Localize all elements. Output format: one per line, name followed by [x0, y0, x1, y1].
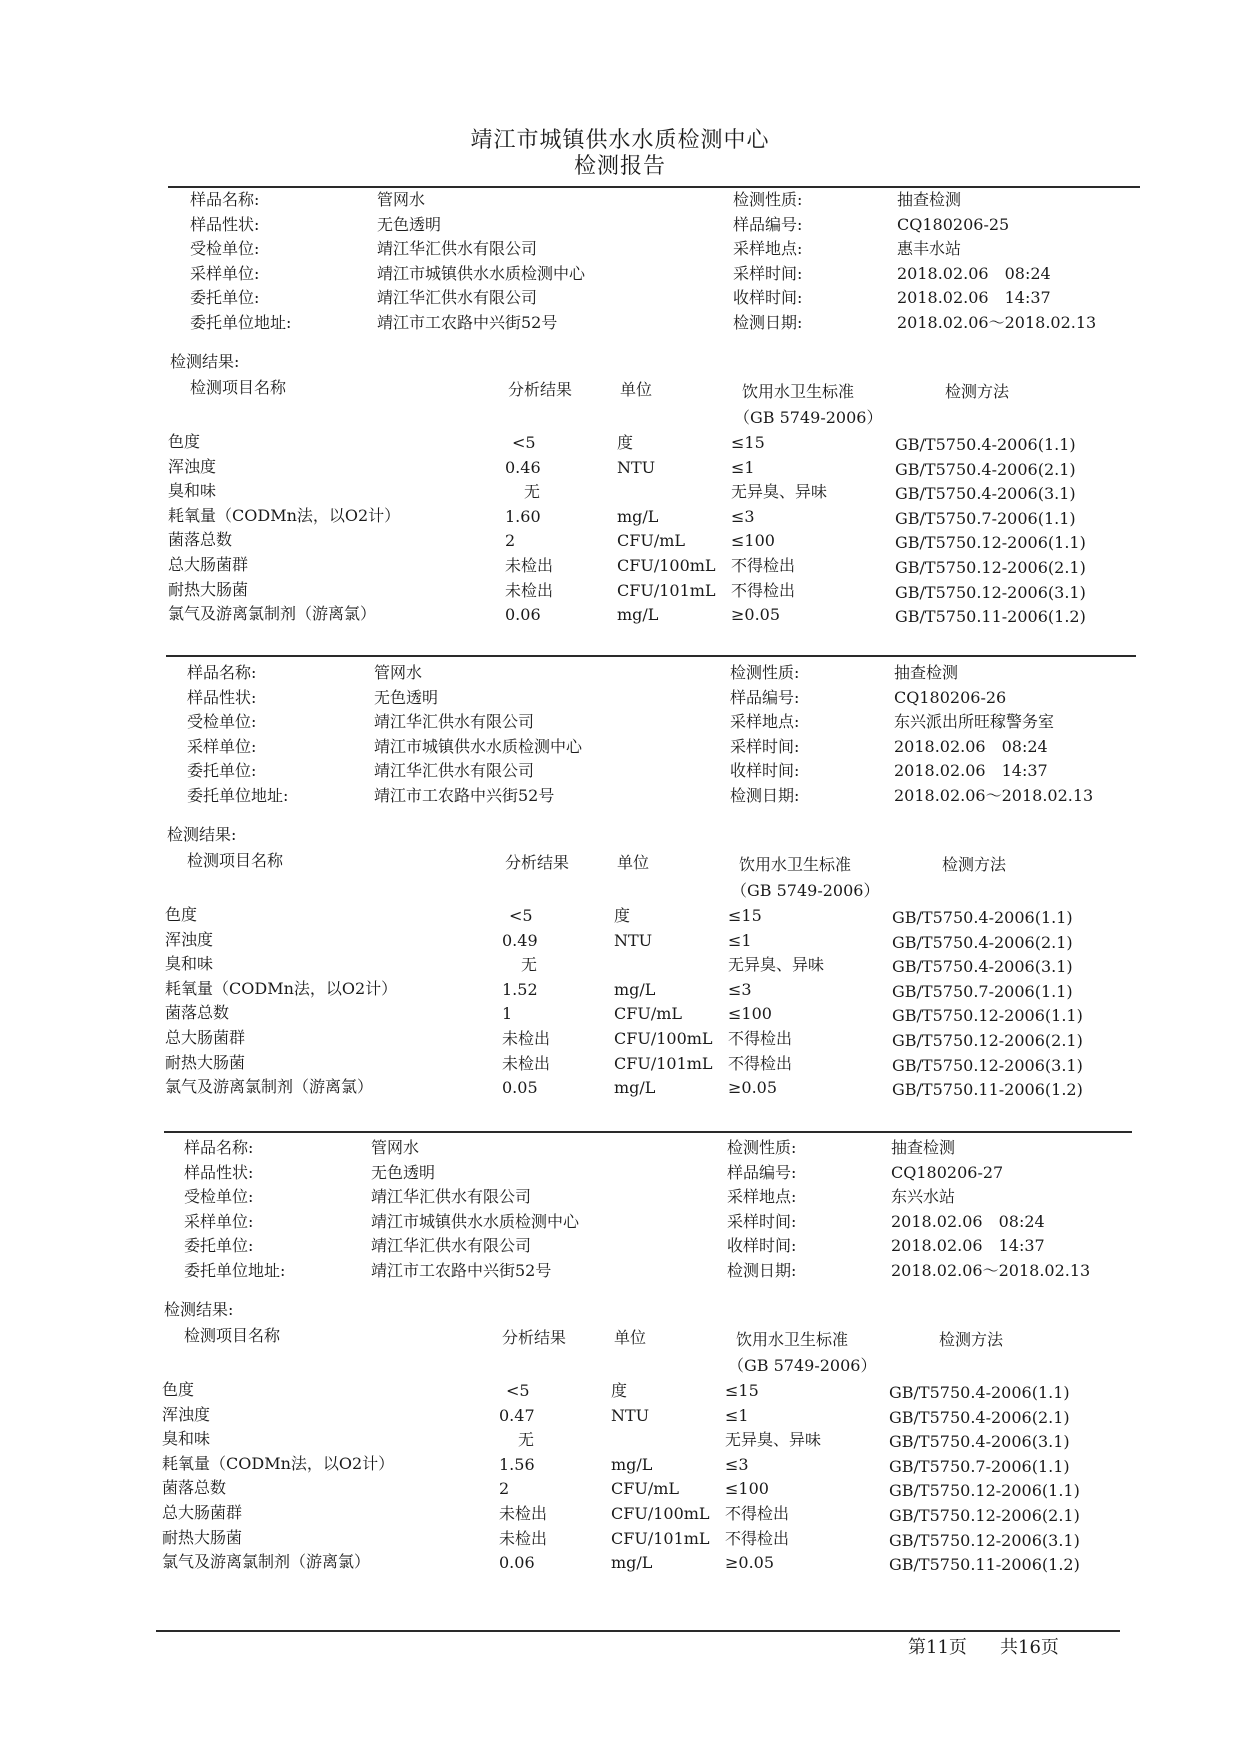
column-header-standard: 饮用水卫生标准 — [739, 855, 852, 874]
column-header-result: 分析结果 — [502, 1328, 567, 1347]
result-value: 未检出 — [505, 556, 554, 575]
client-unit-value: 靖江华汇供水有限公司 — [371, 1236, 532, 1256]
results-heading: 检测结果: — [167, 825, 237, 844]
result-standard: 不得检出 — [728, 1053, 793, 1073]
test-type-value: 抽查检测 — [891, 1138, 956, 1157]
total-pages: 共16页 — [1000, 1637, 1059, 1658]
column-header-method: 检测方法 — [945, 382, 1010, 401]
result-item-name: 耐热大肠菌 — [168, 579, 249, 599]
client-address-value: 靖江市工农路中兴街52号 — [377, 313, 558, 332]
result-item-name: 色度 — [165, 905, 198, 924]
receiving-time-value: 2018.02.06 14:37 — [897, 288, 1051, 308]
result-unit: CFU/100mL — [611, 1504, 710, 1523]
sample-name-value: 管网水 — [374, 663, 423, 682]
result-standard: ≤100 — [725, 1479, 769, 1499]
result-unit: CFU/mL — [614, 1004, 683, 1024]
column-header-result: 分析结果 — [505, 853, 570, 872]
result-standard: ≥0.05 — [728, 1078, 778, 1098]
result-method: GB/T5750.12-2006(3.1) — [895, 582, 1086, 602]
sampling-time-value: 2018.02.06 08:24 — [894, 736, 1048, 756]
result-item-name: 浑浊度 — [162, 1404, 211, 1424]
receiving-time-label: 收样时间: — [730, 761, 800, 781]
result-value: 未检出 — [502, 1053, 551, 1073]
result-value: 1.56 — [499, 1454, 535, 1474]
sample-nature-label: 样品性状: — [187, 687, 257, 707]
result-method: GB/T5750.12-2006(2.1) — [889, 1506, 1080, 1525]
column-header-standard-ref: （GB 5749-2006） — [734, 408, 883, 427]
result-method: GB/T5750.12-2006(1.1) — [889, 1481, 1080, 1501]
column-header-standard: 饮用水卫生标准 — [736, 1330, 849, 1349]
result-item-name: 耗氧量（CODMn法，以O2计） — [162, 1453, 395, 1473]
client-unit-label: 委托单位: — [187, 761, 257, 781]
result-item-name: 氯气及游离氯制剂（游离氯） — [162, 1552, 371, 1572]
result-item-name: 浑浊度 — [165, 929, 214, 949]
result-item-name: 氯气及游离氯制剂（游离氯） — [165, 1077, 374, 1097]
inspected-unit-value: 靖江华汇供水有限公司 — [377, 239, 538, 259]
result-value: 未检出 — [499, 1528, 548, 1548]
sample-name-value: 管网水 — [371, 1138, 420, 1157]
sample-nature-label: 样品性状: — [190, 214, 260, 234]
result-value: 2 — [499, 1479, 510, 1499]
column-header-item: 检测项目名称 — [190, 378, 287, 397]
sample-no-label: 样品编号: — [733, 214, 803, 234]
result-unit: 度 — [617, 433, 634, 452]
sample-no-label: 样品编号: — [727, 1162, 797, 1182]
result-standard: ≤15 — [725, 1381, 759, 1400]
result-value: 未检出 — [499, 1504, 548, 1523]
result-unit: CFU/mL — [611, 1479, 680, 1499]
report-subtitle: 检测报告 — [573, 154, 666, 179]
result-method: GB/T5750.12-2006(2.1) — [895, 558, 1086, 577]
sample-name-value: 管网水 — [377, 190, 426, 209]
sampling-unit-value: 靖江市城镇供水水质检测中心 — [377, 263, 586, 283]
receiving-time-value: 2018.02.06 14:37 — [891, 1236, 1045, 1256]
column-header-method: 检测方法 — [942, 855, 1007, 874]
result-item-name: 耐热大肠菌 — [165, 1052, 246, 1072]
result-standard: ≤15 — [731, 433, 765, 452]
result-unit: CFU/101mL — [617, 580, 716, 600]
inspected-unit-label: 受检单位: — [190, 239, 260, 259]
test-type-value: 抽查检测 — [894, 663, 959, 682]
result-item-name: 色度 — [168, 432, 201, 451]
result-method: GB/T5750.4-2006(2.1) — [889, 1407, 1070, 1427]
sampling-site-value: 东兴水站 — [891, 1187, 956, 1207]
sample-nature-value: 无色透明 — [374, 687, 439, 707]
result-standard: 无异臭、异味 — [728, 955, 825, 975]
column-header-unit: 单位 — [617, 853, 650, 872]
result-unit: mg/L — [617, 506, 659, 526]
test-date-label: 检测日期: — [730, 786, 800, 805]
sampling-unit-label: 采样单位: — [184, 1211, 254, 1231]
test-date-label: 检测日期: — [733, 313, 803, 332]
result-standard: ≤100 — [728, 1004, 772, 1024]
sampling-site-label: 采样地点: — [727, 1187, 797, 1207]
result-value: 0.05 — [502, 1078, 538, 1098]
result-item-name: 菌落总数 — [168, 530, 233, 550]
result-item-name: 臭和味 — [168, 481, 217, 501]
result-unit: CFU/100mL — [614, 1029, 713, 1048]
report-header — [0, 128, 1240, 180]
result-method: GB/T5750.4-2006(3.1) — [892, 957, 1073, 977]
client-address-value: 靖江市工农路中兴街52号 — [374, 786, 555, 805]
result-method: GB/T5750.11-2006(1.2) — [889, 1555, 1080, 1575]
result-standard: ≤3 — [725, 1454, 749, 1474]
receiving-time-label: 收样时间: — [727, 1236, 797, 1256]
result-item-name: 菌落总数 — [162, 1478, 227, 1498]
result-value: <5 — [509, 906, 533, 925]
result-standard: ≤1 — [728, 930, 752, 950]
result-standard: 不得检出 — [725, 1504, 790, 1523]
test-type-value: 抽查检测 — [897, 190, 962, 209]
result-value: 1 — [502, 1004, 513, 1024]
result-standard: 不得检出 — [725, 1528, 790, 1548]
client-address-label: 委托单位地址: — [190, 313, 292, 332]
result-standard: 不得检出 — [731, 556, 796, 575]
sampling-unit-value: 靖江市城镇供水水质检测中心 — [371, 1211, 580, 1231]
sample-no-value: CQ180206-27 — [891, 1162, 1004, 1182]
result-standard: ≥0.05 — [731, 605, 781, 625]
result-value: 未检出 — [505, 580, 554, 600]
sampling-time-value: 2018.02.06 08:24 — [897, 263, 1051, 283]
result-standard: ≤1 — [725, 1405, 749, 1425]
result-method: GB/T5750.4-2006(1.1) — [889, 1383, 1070, 1402]
sampling-time-value: 2018.02.06 08:24 — [891, 1211, 1045, 1231]
test-type-label: 检测性质: — [730, 663, 800, 682]
result-standard: ≤15 — [728, 906, 762, 925]
results-heading: 检测结果: — [164, 1300, 234, 1319]
sampling-time-label: 采样时间: — [730, 736, 800, 756]
result-value: 2 — [505, 531, 516, 551]
result-value: 无 — [521, 955, 538, 975]
result-unit: mg/L — [611, 1454, 653, 1474]
result-value: 0.49 — [502, 930, 538, 950]
result-method: GB/T5750.7-2006(1.1) — [889, 1456, 1070, 1476]
result-item-name: 浑浊度 — [168, 456, 217, 476]
result-value: <5 — [506, 1381, 530, 1400]
results-heading: 检测结果: — [170, 352, 240, 371]
result-unit: mg/L — [614, 1078, 656, 1098]
column-header-item: 检测项目名称 — [187, 851, 284, 870]
result-standard: ≤1 — [731, 457, 755, 477]
result-unit: mg/L — [617, 605, 659, 625]
sample-nature-value: 无色透明 — [377, 214, 442, 234]
column-header-standard-ref: （GB 5749-2006） — [728, 1356, 877, 1375]
client-address-label: 委托单位地址: — [187, 786, 289, 805]
result-value: 1.60 — [505, 506, 541, 526]
result-unit: 度 — [614, 906, 631, 925]
result-method: GB/T5750.12-2006(3.1) — [889, 1530, 1080, 1550]
result-value: 0.47 — [499, 1405, 535, 1425]
result-method: GB/T5750.11-2006(1.2) — [895, 607, 1086, 627]
column-header-item: 检测项目名称 — [184, 1326, 281, 1345]
inspected-unit-label: 受检单位: — [184, 1187, 254, 1207]
result-unit: CFU/mL — [617, 531, 686, 551]
result-unit: 度 — [611, 1381, 628, 1400]
result-item-name: 臭和味 — [165, 954, 214, 974]
header-divider — [168, 186, 1140, 188]
result-item-name: 总大肠菌群 — [165, 1028, 246, 1047]
sample-section — [0, 190, 1240, 660]
sample-name-label: 样品名称: — [190, 190, 260, 209]
result-method: GB/T5750.12-2006(2.1) — [892, 1031, 1083, 1050]
result-item-name: 耗氧量（CODMn法，以O2计） — [168, 505, 401, 525]
result-item-name: 总大肠菌群 — [162, 1503, 243, 1522]
test-date-value: 2018.02.06～2018.02.13 — [894, 786, 1094, 805]
column-header-result: 分析结果 — [508, 380, 573, 399]
column-header-standard: 饮用水卫生标准 — [742, 382, 855, 401]
sample-name-label: 样品名称: — [184, 1138, 254, 1157]
sample-nature-value: 无色透明 — [371, 1162, 436, 1182]
report-title: 靖江市城镇供水水质检测中心 — [470, 128, 770, 153]
result-standard: ≤100 — [731, 531, 775, 551]
result-item-name: 色度 — [162, 1380, 195, 1399]
footer-divider — [156, 1630, 1120, 1632]
sample-no-value: CQ180206-25 — [897, 214, 1010, 234]
result-item-name: 耐热大肠菌 — [162, 1527, 243, 1547]
result-value: 0.06 — [505, 605, 541, 625]
result-method: GB/T5750.4-2006(2.1) — [895, 459, 1076, 479]
result-standard: 不得检出 — [728, 1029, 793, 1048]
result-standard: 无异臭、异味 — [725, 1430, 822, 1450]
result-item-name: 耗氧量（CODMn法，以O2计） — [165, 978, 398, 998]
result-unit: CFU/100mL — [617, 556, 716, 575]
sample-section — [0, 1138, 1240, 1608]
result-method: GB/T5750.7-2006(1.1) — [895, 508, 1076, 528]
test-type-label: 检测性质: — [727, 1138, 797, 1157]
result-method: GB/T5750.12-2006(1.1) — [895, 533, 1086, 553]
result-unit: NTU — [617, 457, 656, 477]
result-method: GB/T5750.4-2006(3.1) — [889, 1432, 1070, 1452]
result-value: 无 — [524, 482, 541, 502]
result-method: GB/T5750.11-2006(1.2) — [892, 1080, 1083, 1100]
sampling-site-label: 采样地点: — [733, 239, 803, 259]
column-header-unit: 单位 — [614, 1328, 647, 1347]
result-value: 1.52 — [502, 979, 538, 999]
result-value: 无 — [518, 1430, 535, 1450]
result-item-name: 氯气及游离氯制剂（游离氯） — [168, 604, 377, 624]
result-unit: CFU/101mL — [611, 1528, 710, 1548]
result-item-name: 菌落总数 — [165, 1003, 230, 1023]
client-address-label: 委托单位地址: — [184, 1261, 286, 1280]
result-value: <5 — [512, 433, 536, 452]
client-unit-label: 委托单位: — [184, 1236, 254, 1256]
client-unit-label: 委托单位: — [190, 288, 260, 308]
result-method: GB/T5750.4-2006(1.1) — [895, 435, 1076, 454]
result-standard: ≤3 — [731, 506, 755, 526]
sample-name-label: 样品名称: — [187, 663, 257, 682]
column-header-method: 检测方法 — [939, 1330, 1004, 1349]
sampling-site-label: 采样地点: — [730, 712, 800, 732]
inspected-unit-value: 靖江华汇供水有限公司 — [374, 712, 535, 732]
sampling-time-label: 采样时间: — [727, 1211, 797, 1231]
sampling-unit-label: 采样单位: — [187, 736, 257, 756]
result-item-name: 总大肠菌群 — [168, 555, 249, 574]
test-type-label: 检测性质: — [733, 190, 803, 209]
column-header-standard-ref: （GB 5749-2006） — [731, 881, 880, 900]
result-value: 0.46 — [505, 457, 541, 477]
result-method: GB/T5750.4-2006(1.1) — [892, 908, 1073, 927]
inspected-unit-value: 靖江华汇供水有限公司 — [371, 1187, 532, 1207]
result-method: GB/T5750.12-2006(1.1) — [892, 1006, 1083, 1026]
result-unit: CFU/101mL — [614, 1053, 713, 1073]
result-value: 未检出 — [502, 1029, 551, 1048]
result-method: GB/T5750.12-2006(3.1) — [892, 1055, 1083, 1075]
result-method: GB/T5750.7-2006(1.1) — [892, 981, 1073, 1001]
result-unit: NTU — [614, 930, 653, 950]
test-date-value: 2018.02.06～2018.02.13 — [897, 313, 1097, 332]
result-method: GB/T5750.4-2006(2.1) — [892, 932, 1073, 952]
sampling-site-value: 东兴派出所旺稼警务室 — [894, 712, 1055, 732]
page-number: 第11页 — [908, 1637, 967, 1658]
sample-nature-label: 样品性状: — [184, 1162, 254, 1182]
sample-section — [0, 663, 1240, 1133]
result-standard: 无异臭、异味 — [731, 482, 828, 502]
result-unit: mg/L — [614, 979, 656, 999]
sample-no-label: 样品编号: — [730, 687, 800, 707]
result-standard: ≥0.05 — [725, 1553, 775, 1573]
result-unit: mg/L — [611, 1553, 653, 1573]
inspected-unit-label: 受检单位: — [187, 712, 257, 732]
sampling-unit-value: 靖江市城镇供水水质检测中心 — [374, 736, 583, 756]
receiving-time-label: 收样时间: — [733, 288, 803, 308]
client-address-value: 靖江市工农路中兴街52号 — [371, 1261, 552, 1280]
sample-no-value: CQ180206-26 — [894, 687, 1007, 707]
result-method: GB/T5750.4-2006(3.1) — [895, 484, 1076, 504]
client-unit-value: 靖江华汇供水有限公司 — [377, 288, 538, 308]
client-unit-value: 靖江华汇供水有限公司 — [374, 761, 535, 781]
receiving-time-value: 2018.02.06 14:37 — [894, 761, 1048, 781]
test-date-value: 2018.02.06～2018.02.13 — [891, 1261, 1091, 1280]
sampling-unit-label: 采样单位: — [190, 263, 260, 283]
result-standard: ≤3 — [728, 979, 752, 999]
sampling-site-value: 惠丰水站 — [897, 239, 962, 259]
sampling-time-label: 采样时间: — [733, 263, 803, 283]
result-value: 0.06 — [499, 1553, 535, 1573]
column-header-unit: 单位 — [620, 380, 653, 399]
result-item-name: 臭和味 — [162, 1429, 211, 1449]
result-unit: NTU — [611, 1405, 650, 1425]
test-date-label: 检测日期: — [727, 1261, 797, 1280]
result-standard: 不得检出 — [731, 580, 796, 600]
